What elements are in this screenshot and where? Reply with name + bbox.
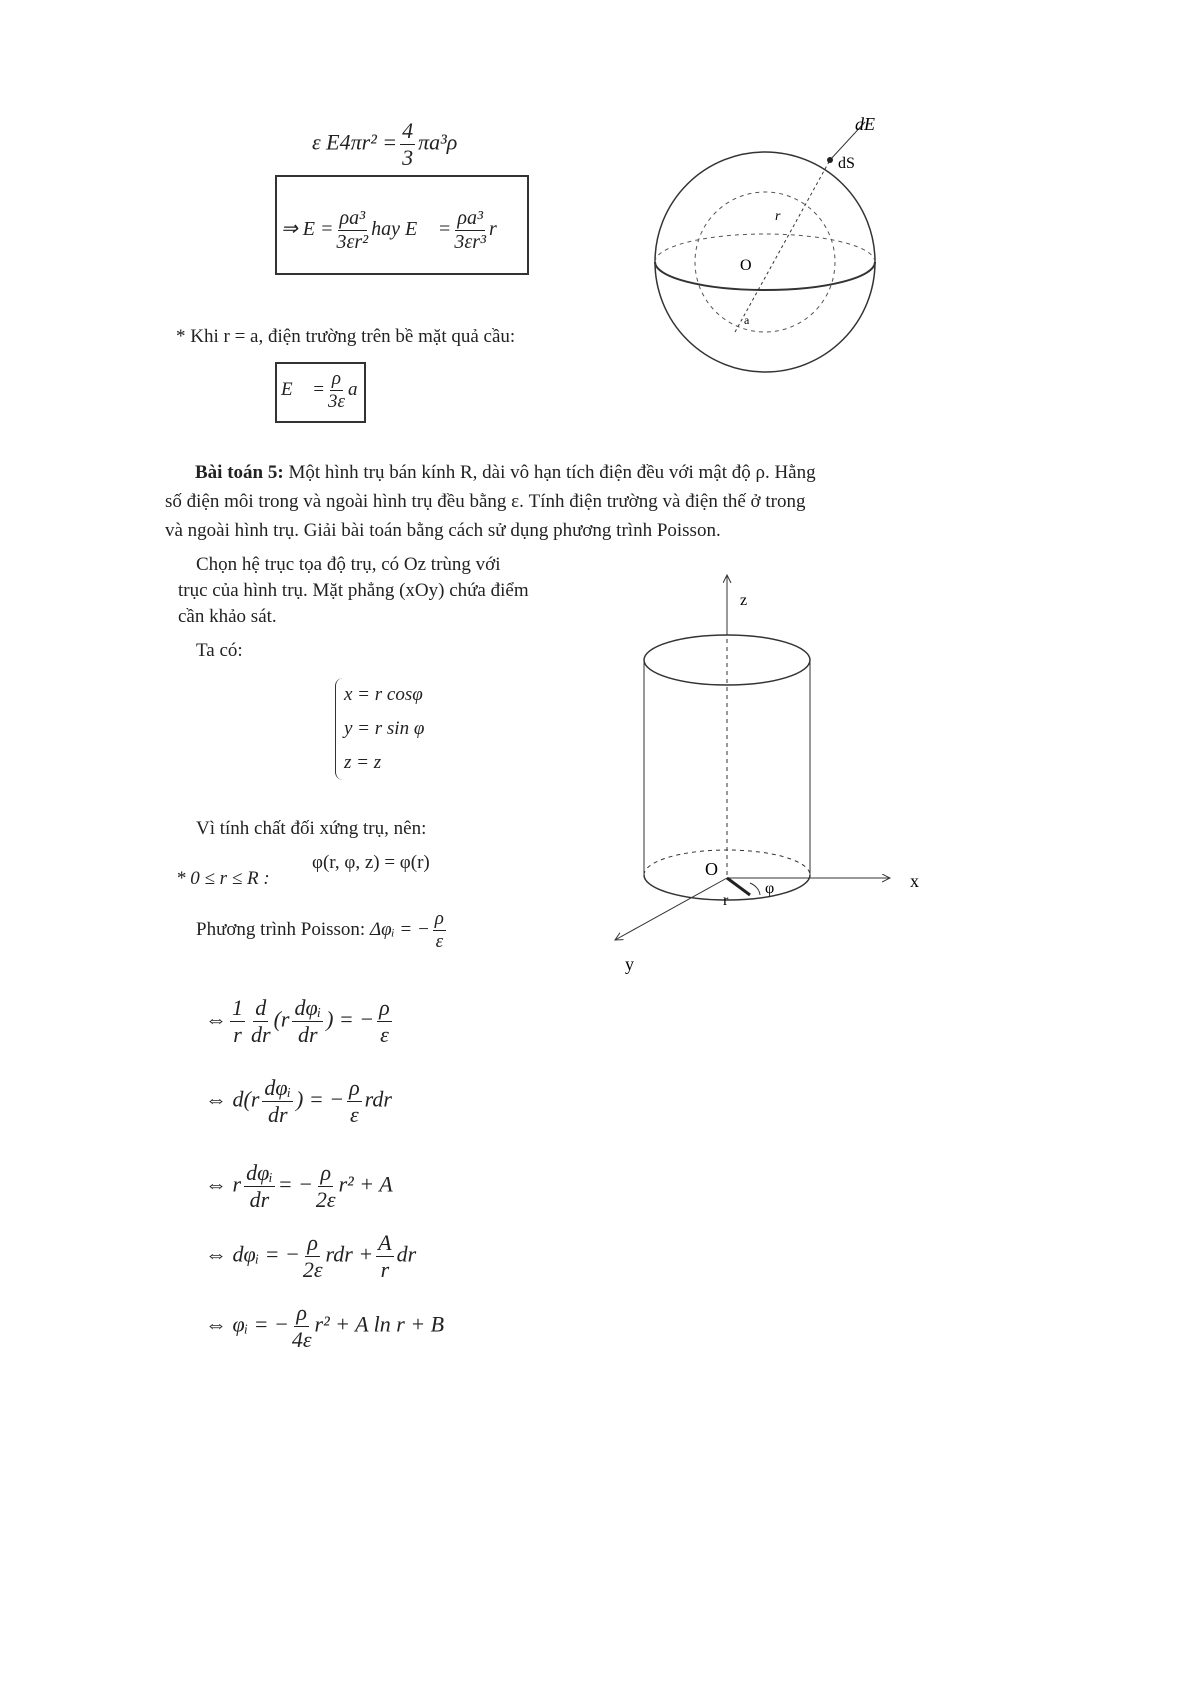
step-5: ⇔ φᵢ = − $\frac{\rho}{4\varepsilon}$ r² + A ln r + B [205, 1300, 445, 1352]
svg-text:dE⃗: dE⃗ [855, 114, 889, 134]
coordinate-system: x = r cosφ y = r sin φ z = z [335, 678, 424, 780]
boxed-equation-field: ⇒ E = $\frac{\text{ρa³}}{\text{3εr²}}$ hay E⃗ = $\frac{\text{ρa³}}{\text{3εr³}}$ r⃗ [275, 175, 529, 275]
cylinder-diagram [600, 565, 960, 985]
svg-text:dS: dS [838, 155, 855, 172]
step-3: ⇔ r dφᵢ dr = − $\frac{\rho}{2\varepsilon}$ r² + A [205, 1160, 393, 1212]
equation-gauss: ε E4πr² = $\frac{4}{3}$ πa³ρ [312, 118, 458, 170]
svg-text:a: a [744, 313, 750, 327]
svg-text:r: r [723, 892, 729, 909]
svg-text:O: O [705, 859, 718, 879]
phi-equation: φ(r, φ, z) = φ(r) [312, 852, 430, 873]
svg-text:y: y [625, 954, 634, 974]
ta-co-label: Ta có: [196, 640, 243, 661]
range-label: * 0 ≤ r ≤ R : [176, 868, 270, 889]
symmetry-text: Vì tính chất đối xứng trụ, nên: [196, 818, 427, 839]
boxed-equation-surface: E⃗ = $\frac{\rho}{3\varepsilon}$ a⃗ [275, 362, 366, 423]
coordinate-paragraph: Chọn hệ trục tọa độ trụ, có Oz trùng với trục của hình trụ. Mặt phẳng (xOy) chứa điểm cần khảo sát. [178, 554, 529, 627]
svg-text:r⃗: r⃗ [775, 209, 792, 224]
problem-statement: Bài toán 5: Một hình trụ bán kính R, dài vô hạn tích điện đều với mật độ ρ. Hằng số điện môi trong và ngoài hình trụ đều bằng ε. Tính điện trường và điện thế ở trong và ngoài hình trụ. Giải bài toán bằng cách sử dụng phương trình Poisson. [165, 462, 816, 541]
svg-text:φ: φ [765, 880, 775, 897]
step-1: ⇔ $\frac{1}{r}$ $\frac{d}{dr}$ (r dφᵢ dr ) = − $\frac{\rho}{\varepsilon}$ [205, 995, 390, 1047]
khi-text: * Khi r = a, điện trường trên bề mặt quả cầu: [176, 326, 516, 347]
step-2: ⇔ d(r dφᵢ dr ) = − $\frac{\rho}{\varepsilon}$ rdr [205, 1075, 392, 1127]
svg-text:x: x [910, 871, 919, 891]
svg-text:z: z [740, 592, 748, 609]
poisson-equation: Phương trình Poisson: Δφᵢ = − $\frac{\rho}{\varepsilon}$ [196, 908, 444, 952]
sphere-diagram [640, 110, 940, 380]
step-4: ⇔ dφᵢ = − $\frac{\rho}{2\varepsilon}$ rdr + $\frac{A}{r}$ dr [205, 1230, 417, 1282]
svg-text:O: O [740, 257, 752, 274]
